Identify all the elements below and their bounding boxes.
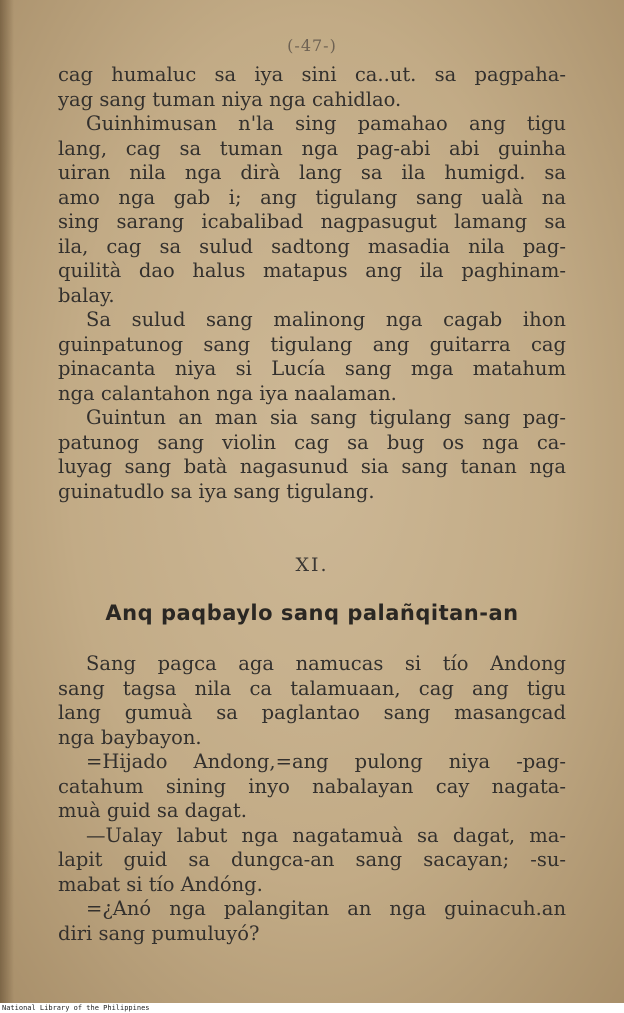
text-line: guinatudlo sa iya sang tigulang. [58, 479, 375, 503]
text-line: Sa sulud sang malinong nga cagab ihon [86, 308, 566, 331]
text-line: Guintun an man sia sang tigulang sang pag- [86, 406, 566, 429]
text-line: mabat si tío Andóng. [58, 872, 263, 896]
text-line: sing sarang icabalibad nagpasugut lamang sa [58, 210, 566, 233]
section-title: Anq paqbaylo sanq palañqitan-an [105, 601, 519, 625]
text-line: yag sang tuman niya nga cahidlao. [58, 87, 402, 111]
text-block-bottom [58, 652, 566, 946]
text-line: lang gumuà sa paglantao sang masangcad [58, 701, 566, 724]
text-line: sang tagsa nila ca talamuaan, cag ang tigu [58, 676, 566, 700]
footer-credit: National Library of the Philippines [2, 1004, 150, 1012]
text-line: muà guid sa dagat. [58, 799, 247, 822]
text-line: nga calantahon nga iya naalaman. [58, 381, 397, 405]
text-line: lang, cag sa tuman nga pag-abi abi guinha [58, 136, 566, 160]
text-line: ila, cag sa sulud sadtong masadia nila pag- [58, 234, 566, 258]
text-line: patunog sang violin cag sa bug os nga ca- [58, 430, 566, 454]
text-line: Sang pagca aga namucas si tío Andong [86, 652, 566, 675]
section-numeral: XI. [295, 554, 329, 576]
text-line: luyag sang batà nagasunud sia sang tanan nga [58, 455, 566, 478]
text-line: Guinhimusan n'la sing pamahao ang tigu [86, 112, 566, 135]
page-number: (-47-) [287, 36, 337, 55]
text-line: =Hijado Andong,=ang pulong niya -pag- [86, 750, 566, 773]
text-line: catahum sining inyo nabalayan cay nagata- [58, 774, 566, 798]
text-line: uiran nila nga dirà lang sa ila humigd. sa [58, 161, 566, 184]
text-line: balay. [58, 283, 115, 307]
text-line: =¿Anó nga palangitan an nga guinacuh.an [86, 897, 566, 920]
text-line: amo nga gab i; ang tigulang sang ualà na [58, 185, 566, 209]
text-line: pinacanta niya si Lucía sang mga matahum [58, 357, 566, 380]
text-line: guinpatunog sang tigulang ang guitarra cag [58, 332, 566, 356]
text-line: cag humaluc sa iya sini ca..ut. sa pagpaha- [58, 63, 566, 86]
text-block-top [58, 63, 566, 504]
text-line: lapit guid sa dungca-an sang sacayan; -su- [58, 848, 566, 871]
text-line: nga baybayon. [58, 725, 202, 749]
text-line: quilità dao halus matapus ang ila paghinam- [58, 259, 566, 282]
text-line: diri sang pumuluyó? [58, 921, 260, 945]
text-line: —Ualay labut nga nagatamuà sa dagat, ma- [86, 823, 566, 847]
